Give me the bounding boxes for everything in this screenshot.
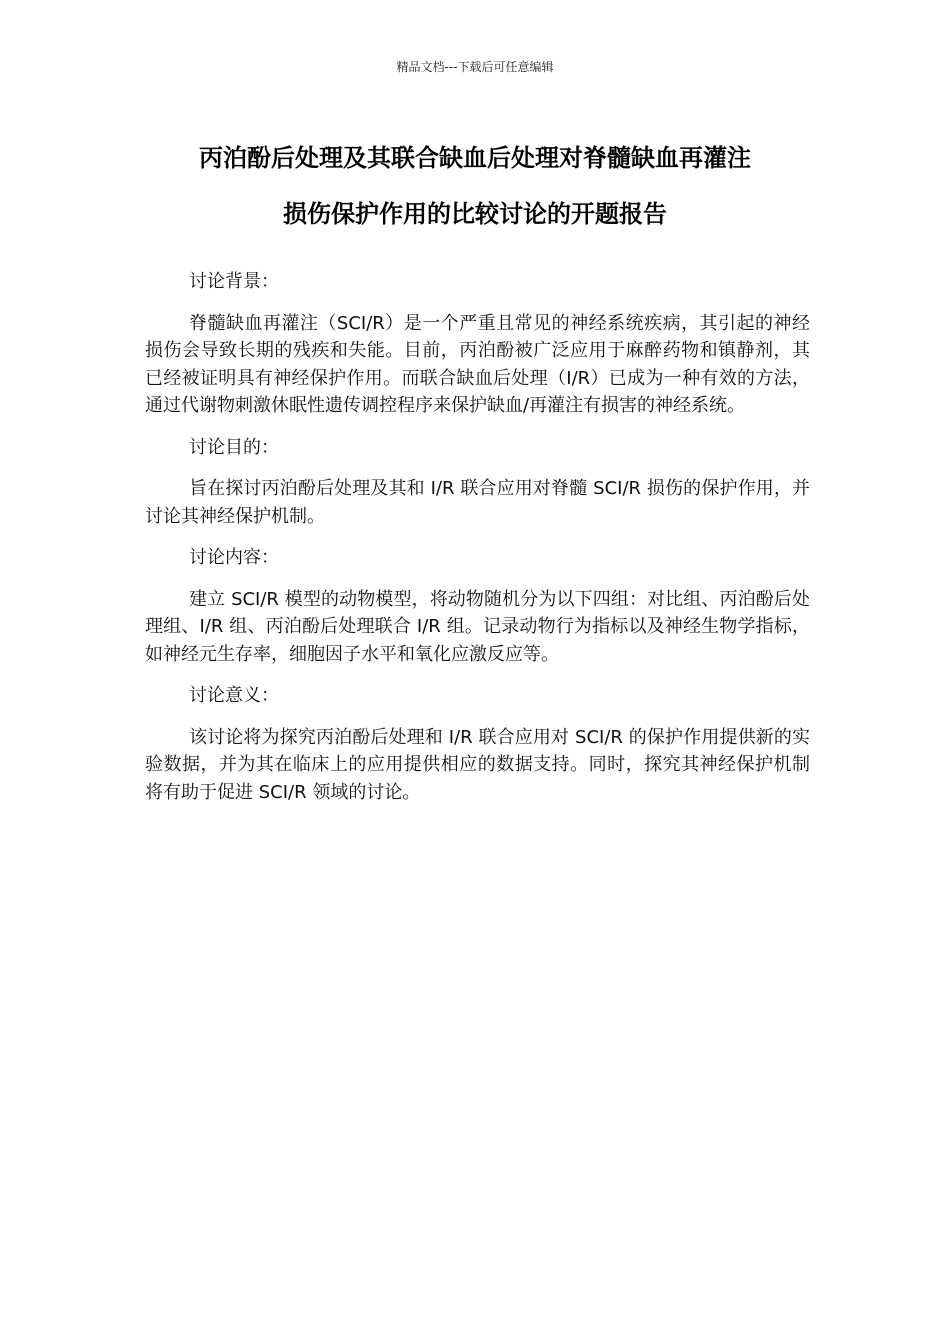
title-line-1: 丙泊酚后处理及其联合缺血后处理对脊髓缺血再灌注 <box>199 144 751 172</box>
title-line-2: 损伤保护作用的比较讨论的开题报告 <box>283 200 667 228</box>
header-note: 精品文档---下载后可任意编辑 <box>396 60 554 74</box>
section-body-significance: 该讨论将为探究丙泊酚后处理和 I/R 联合应用对 SCI/R 的保护作用提供新的实验数据，并为其在临床上的应用提供相应的数据支持。同时，探究其神经保护机制将有助于促进 SCI/R 领域的讨论。 <box>145 726 810 803</box>
document-body <box>145 268 810 820</box>
document-title <box>120 130 830 242</box>
section-body-background: 脊髓缺血再灌注（SCI/R）是一个严重且常见的神经系统疾病，其引起的神经损伤会导致长期的残疾和失能。目前，丙泊酚被广泛应用于麻醉药物和镇静剂，其已经被证明具有神经保护作用。而联合缺血后处理（I/R）已成为一种有效的方法，通过代谢物刺激休眠性遗传调控程序来保护缺血/再灌注有损害的神经系统。 <box>145 312 810 416</box>
section-heading-purpose: 讨论目的： <box>189 436 279 458</box>
section-body-content: 建立 SCI/R 模型的动物模型，将动物随机分为以下四组：对比组、丙泊酚后处理组、I/R 组、丙泊酚后处理联合 I/R 组。记录动物行为指标以及神经生物学指标，如神经元生存率，细胞因子水平和氧化应激反应等。 <box>145 588 810 665</box>
section-heading-significance: 讨论意义： <box>189 685 279 706</box>
section-heading-content: 讨论内容： <box>189 547 279 568</box>
section-body-purpose: 旨在探讨丙泊酚后处理及其和 I/R 联合应用对脊髓 SCI/R 损伤的保护作用，并讨论其神经保护机制。 <box>145 478 810 527</box>
section-heading-background: 讨论背景： <box>189 271 279 292</box>
